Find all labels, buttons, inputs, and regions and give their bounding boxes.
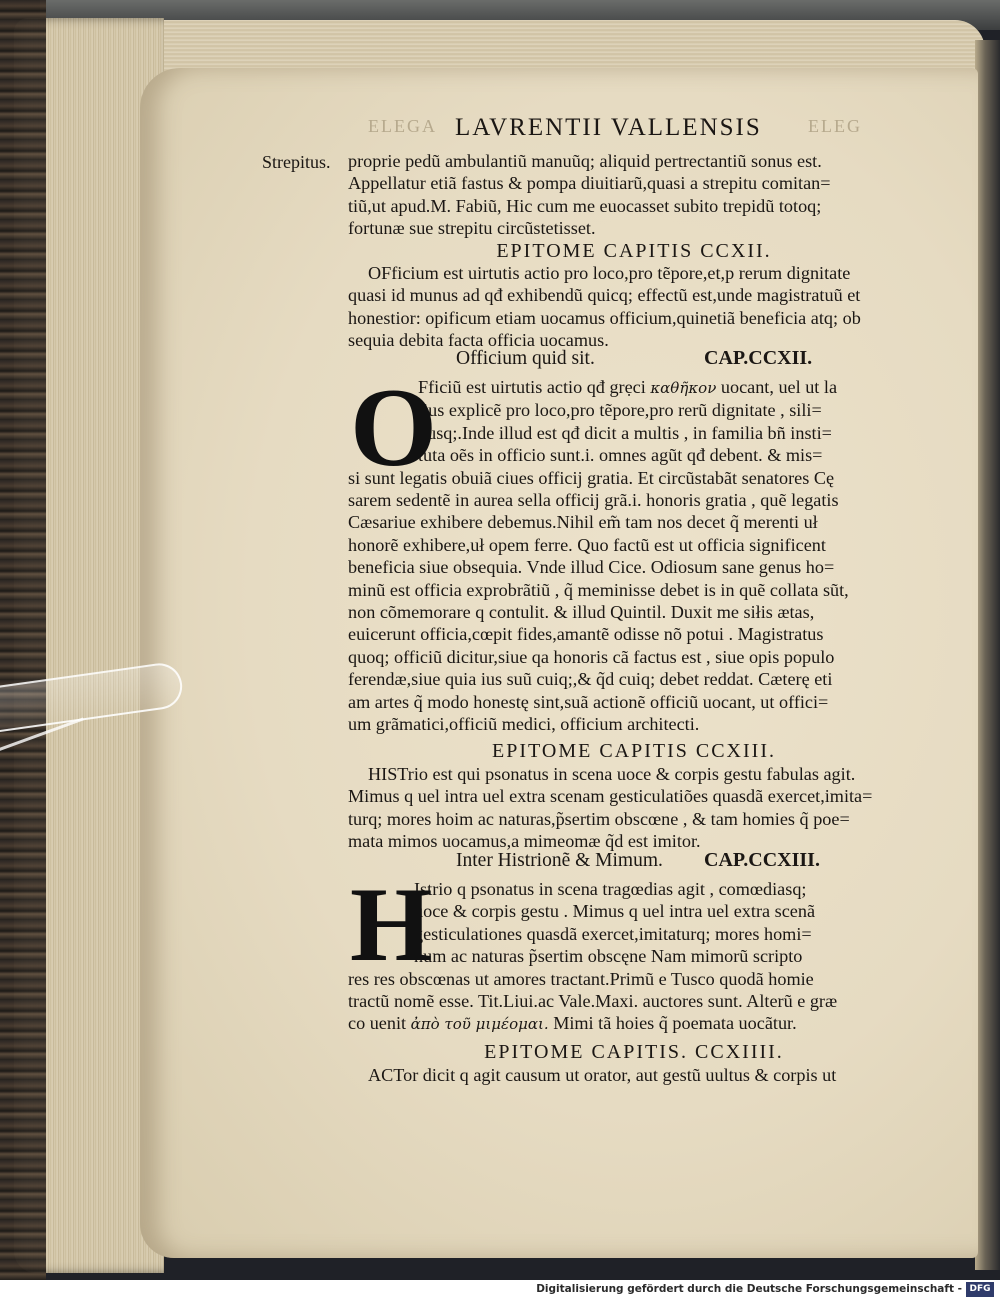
text-line: beneficia siue obsequia. Vnde illud Cice. Odiosum sane genus ho= [348, 557, 835, 578]
text-line: Appellatur etiã fastus & pompa diuitiarũ,quasi a strepitu comitan= [348, 173, 831, 194]
text-fragment: co uenit [348, 1013, 407, 1034]
book-cover-left [0, 0, 46, 1280]
epitome-213-paragraph [348, 763, 920, 853]
text-line: si sunt legatis obuiã ciues officij gratia. Et circũstabãt senatores Cę [348, 467, 835, 488]
text-line: non cõmemorare q contulit. & illud Quintil. Duxit me siłis ætas, [348, 602, 815, 623]
officium-paragraph [348, 366, 920, 736]
text-line: tiũ,ut apud.M. Fabiũ, Hic cum me euocasset subito trepidũ totoq; [348, 195, 822, 216]
chapter-title: Officium quid sit. [456, 348, 595, 369]
text-line [348, 1012, 920, 1035]
text-fragment: Fficiũ est uirtutis actio qđ grẹci [418, 377, 646, 397]
chapter-number: CAP.CCXII. [704, 347, 813, 369]
text-line: um grãmatici,officiũ medici, officium architecti. [348, 714, 700, 735]
text-line: am artes q̃ modo honestę sint,suã actionẽ officiũ uocant, ut offici= [348, 691, 829, 712]
text-line: turq; mores hoim ac naturas,p̃sertim obscœne , & tam homies q̃ poe= [348, 808, 850, 829]
text-line: res res obscœnas ut amores tractant.Primũ e Tusco quodã homie [348, 968, 814, 989]
text-line: fortunæ sue strepitu circũstetisset. [348, 218, 596, 239]
text-fragment: Mimi tã hoies q̃ poemata uocãtur. [548, 1013, 797, 1034]
strepitus-paragraph [348, 150, 920, 240]
chapter-title: Inter Histrionẽ & Mimum. [456, 850, 663, 871]
text-line: Mimus q uel intra uel extra scenam gesticulatiões quasdã exercet,imita= [348, 786, 873, 807]
epitome-212-paragraph [348, 262, 920, 352]
epitome-heading-213: EPITOME CAPITIS CCXIII. [492, 740, 776, 762]
text-line: proprie pedũ ambulantiũ manuũq; aliquid pertrectantiũ sonus est. [348, 151, 822, 171]
text-line: honorẽ exhibere,uł opem ferre. Quo factũ est ut officia significent [348, 534, 826, 555]
text-fragment: uocant, uel ut la [716, 377, 838, 397]
histrio-paragraph [348, 866, 920, 1036]
text-line: sarem sedentẽ in aurea sella officij grã.i. honoris gratia , quẽ legatis [348, 490, 839, 511]
drop-cap-o: O [350, 366, 438, 490]
text-line: ACTor dicit q agit causum ut orator, aut gestũ uultus & corpis ut [368, 1065, 837, 1085]
text-line: mata mimos uocamus,a mimeomæ q̃d est imitor. [348, 831, 701, 852]
chapter-number: CAP.CCXIII. [704, 849, 820, 871]
show-through-text-left: ELEGA [368, 116, 437, 136]
margin-note: Strepitus. [262, 152, 331, 172]
text-line: tuta oẽs in officio sunt.i. omnes agũt qđ debent. & mis= [418, 445, 823, 466]
text-line: HISTrio est qui psonatus in scena uoce & corpis gestu fabulas agit. [368, 764, 856, 784]
text-line: uoce & corpis gestu . Mimus q uel intra uel extra scenã [414, 901, 816, 922]
epitome-214-paragraph [348, 1064, 920, 1086]
epitome-heading-212: EPITOME CAPITIS CCXII. [496, 240, 772, 262]
text-line: quasi id munus ad qđ exhibendũ quicq; effectũ est,unde magistratuũ et [348, 285, 861, 306]
text-line: tius explicẽ pro loco,pro tẽpore,pro rerũ dignitate , sili= [418, 400, 822, 421]
greek-phrase: ἀπὸ τοῦ μιμέομαι. [410, 1015, 549, 1034]
text-line: busq;.Inde illud est qđ dicit a multis , in familia bñ insti= [418, 422, 832, 443]
funding-notice: Digitalisierung gefördert durch die Deutsche Forschungsgemeinschaft - [536, 1283, 962, 1295]
drop-cap-h: H [350, 866, 433, 983]
text-line: honestior: opificum etiam uocamus officium,quinetiã beneficia atq; ob [348, 307, 861, 328]
text-line: tractũ nomẽ esse. Tit.Liui.ac Vale.Maxi. auctores sunt. Alterũ e græ [348, 991, 838, 1012]
show-through-text-right: ELEG [808, 116, 862, 136]
footer-bar [0, 1280, 1000, 1300]
text-line: ferendæ,siue quia ius suũ cuiq;,& q̃d cuiq; debet reddat. Cæterę eti [348, 669, 833, 690]
dfg-logo-icon: DFG [966, 1282, 994, 1297]
text-line: Cæsariue exhibere debemus.Nihil em̃ tam nos decet q̃ merenti uł [348, 512, 818, 533]
text-line: sequia debita facta officia uocamus. [348, 330, 609, 351]
text-line: OFficium est uirtutis actio pro loco,pro tẽpore,et,p rerum dignitate [368, 263, 851, 283]
greek-word: καθῆκον [650, 379, 717, 397]
text-line: euicerunt officia,cœpit fides,amantẽ odisse nõ potui . Magistratus [348, 624, 824, 645]
book-cover-right [975, 40, 1000, 1270]
text-line: gesticulationes quasdã exercet,imitaturq; mores homi= [414, 923, 812, 944]
text-line: Istrio q psonatus in scena tragœdias agit , comœdiasq; [414, 879, 807, 899]
running-head: LAVRENTII VALLENSIS [455, 114, 762, 141]
text-line: num ac naturas p̃sertim obscęne Nam mimorũ scripto [414, 946, 803, 967]
text-line: minũ est officia exprobrãtiũ , q̃ meminisse debet is in quẽ collata sũt, [348, 579, 849, 600]
epitome-heading-214: EPITOME CAPITIS. CCXIIII. [484, 1041, 784, 1063]
text-line: quoq; officiũ dicitur,siue qa honoris cã factus est , siue opis populo [348, 646, 835, 667]
